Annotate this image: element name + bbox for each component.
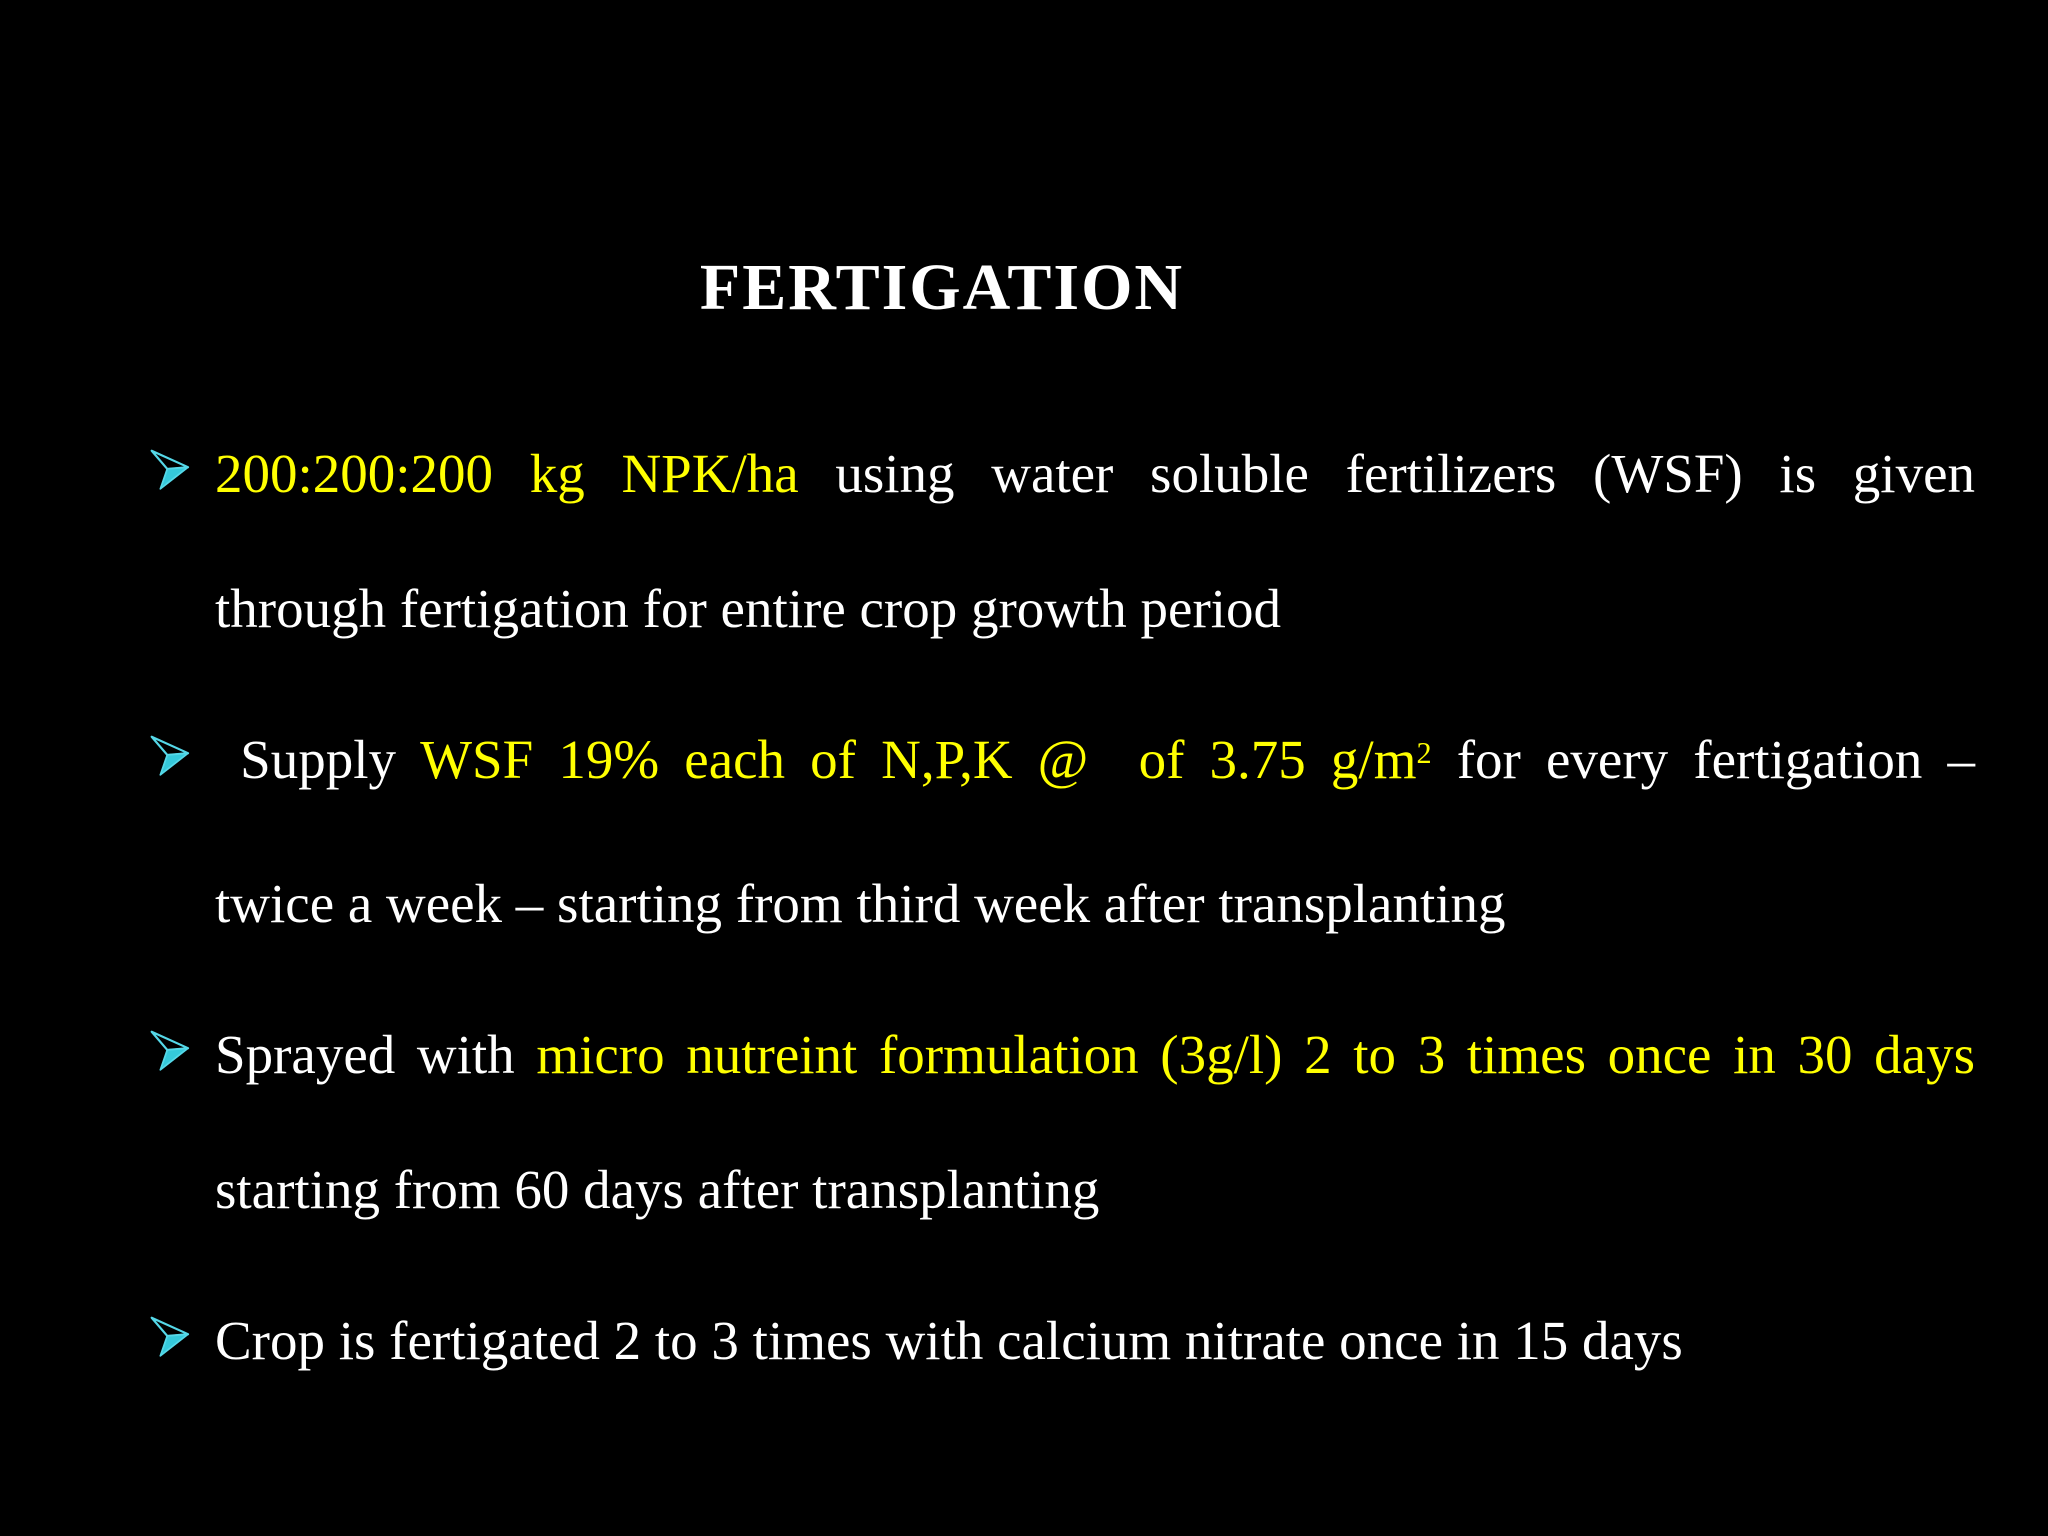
- bullet-line: [215, 541, 1975, 676]
- text-segment: Sprayed with: [215, 1024, 537, 1085]
- bullet-line: [215, 987, 1975, 1122]
- bullet-line: [215, 406, 1975, 541]
- text-segment: 200:200:200 kg NPK/ha: [215, 443, 836, 504]
- text-segment: Crop is fertigated 2 to 3 times with calcium nitrate once in 15 days: [215, 1310, 1683, 1371]
- bullet-item: [215, 987, 1975, 1257]
- title-area: [0, 250, 1884, 326]
- text-segment: for every fertigation –: [1431, 729, 1975, 790]
- bullet-line: [215, 1273, 1975, 1408]
- bullet-list: [215, 406, 1975, 1408]
- text-segment: using water soluble fertilizers (WSF) is given: [835, 443, 1975, 504]
- text-segment: through fertigation for entire crop growth period: [215, 578, 1282, 639]
- bullet-item: [215, 692, 1975, 971]
- text-segment: Supply: [215, 729, 421, 790]
- bullet-arrow-icon: [143, 734, 195, 788]
- bullet-arrow-icon: [143, 448, 195, 502]
- bullet-line: [215, 1122, 1975, 1257]
- text-segment: WSF 19% each of N,P,K @ of 3.75 g/m: [420, 729, 1417, 790]
- bullet-item: [215, 1273, 1975, 1408]
- text-segment: 2: [1416, 735, 1432, 770]
- slide-title: FERTIGATION: [699, 251, 1185, 324]
- bullet-line: [215, 692, 1975, 836]
- bullet-line: [215, 836, 1975, 971]
- text-segment: starting from 60 days after transplanting: [215, 1159, 1100, 1220]
- bullet-arrow-icon: [143, 1315, 195, 1369]
- text-segment: micro nutreint formulation (3g/l) 2 to 3 times once in 30 days: [536, 1024, 1975, 1085]
- bullet-item: [215, 406, 1975, 676]
- bullet-arrow-icon: [143, 1029, 195, 1083]
- text-segment: twice a week – starting from third week after transplanting: [215, 873, 1506, 934]
